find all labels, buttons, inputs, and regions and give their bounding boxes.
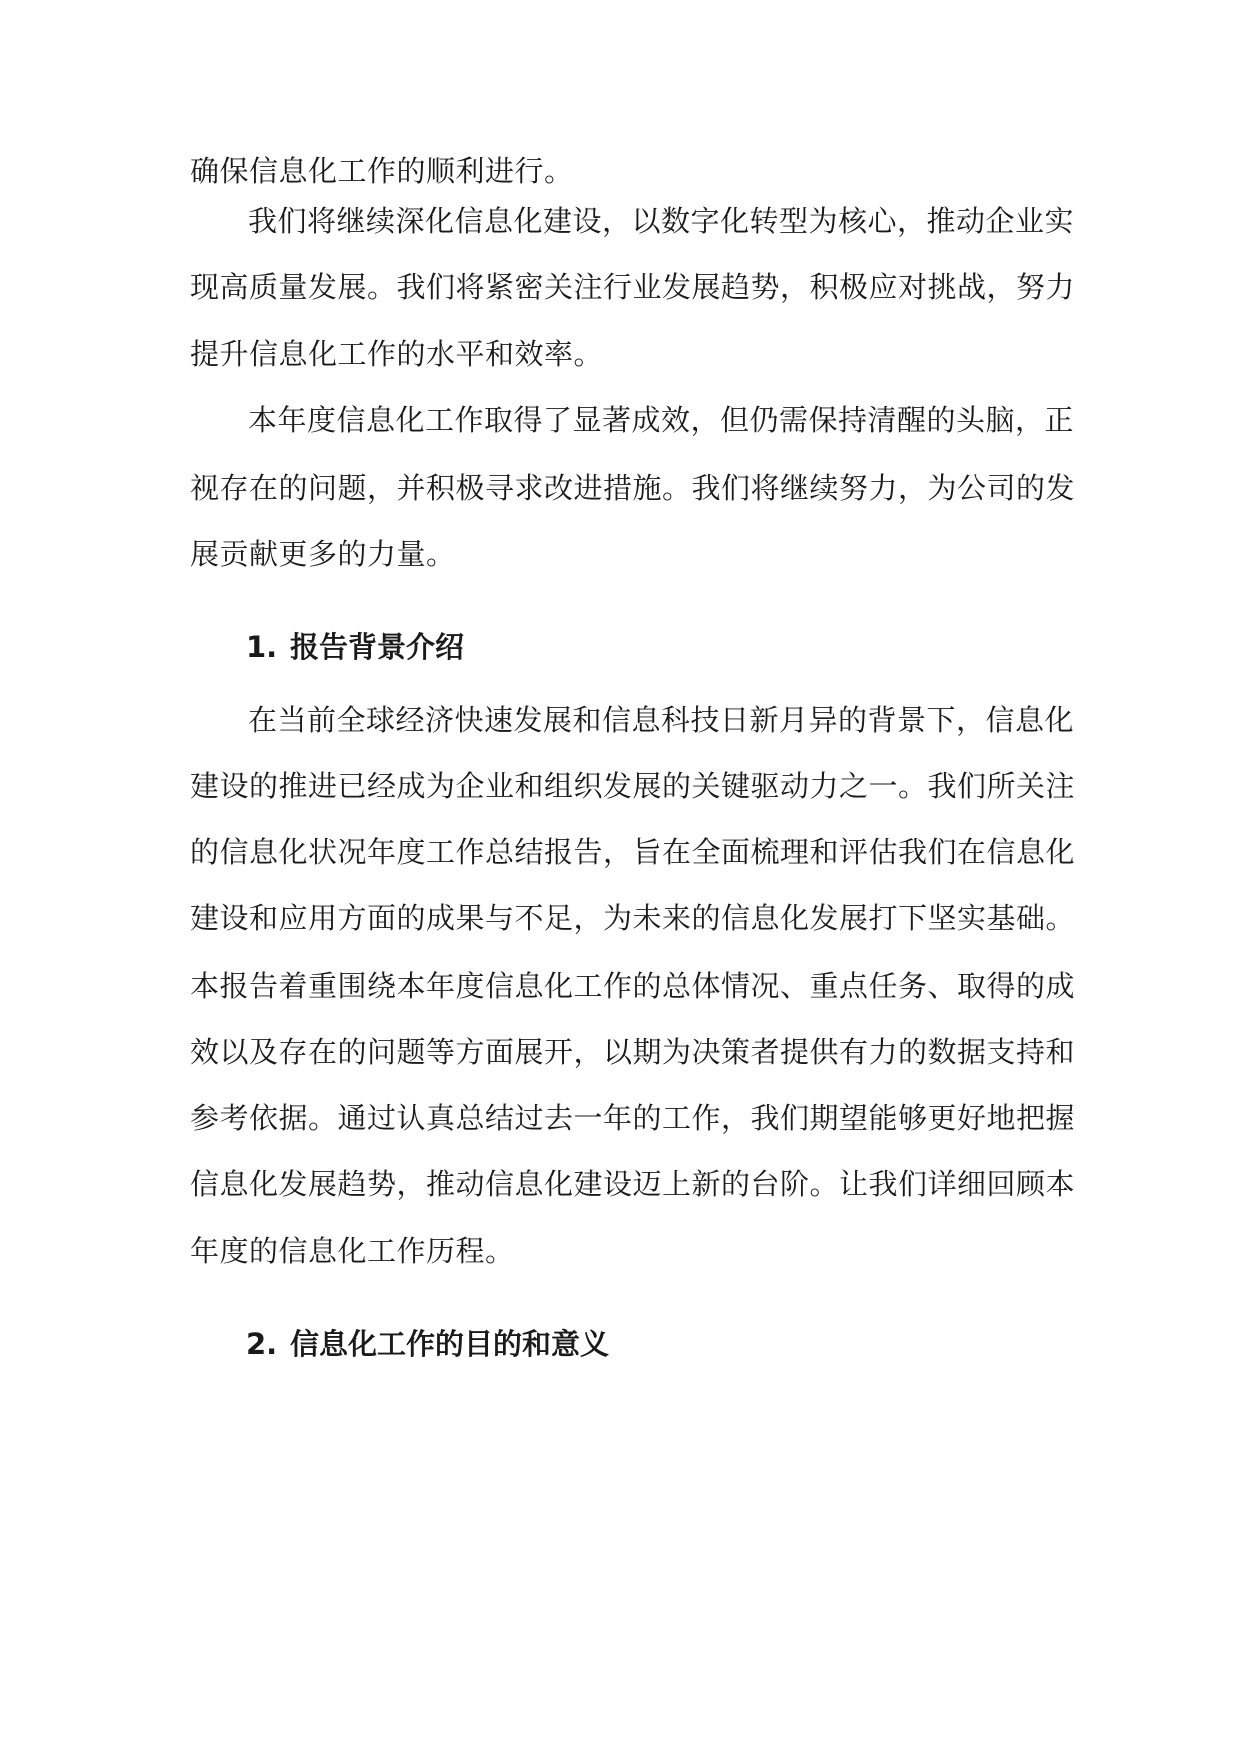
section-1-line: 效以及存在的问题等方面展开，以期为决策者提供有力的数据支持和 — [190, 1035, 1076, 1069]
paragraph-1-line: 我们将继续深化信息化建设，以数字化转型为核心，推动企业实 — [248, 204, 1075, 238]
paragraph-2-line: 视存在的问题，并积极寻求改进措施。我们将继续努力，为公司的发 — [190, 471, 1076, 505]
paragraph-2-line: 本年度信息化工作取得了显著成效，但仍需保持清醒的头脑，正 — [248, 403, 1075, 437]
section-1-line: 参考依据。通过认真总结过去一年的工作，我们期望能够更好地把握 — [190, 1101, 1076, 1135]
section-1-line: 信息化发展趋势，推动信息化建设迈上新的台阶。让我们详细回顾本 — [190, 1167, 1076, 1201]
continuation-line: 确保信息化工作的顺利进行。 — [190, 154, 574, 188]
section-1-line: 在当前全球经济快速发展和信息科技日新月异的背景下，信息化 — [248, 703, 1075, 737]
paragraph-1-line: 提升信息化工作的水平和效率。 — [190, 337, 604, 371]
section-2-title: 信息化工作的目的和意义 — [290, 1327, 610, 1361]
section-1-number: 1. — [246, 630, 278, 664]
section-2-heading — [246, 1324, 746, 1364]
section-1-line: 的信息化状况年度工作总结报告，旨在全面梳理和评估我们在信息化 — [190, 835, 1076, 869]
section-1-line: 建设的推进已经成为企业和组织发展的关键驱动力之一。我们所关注 — [190, 769, 1076, 803]
section-2-number: 2. — [246, 1327, 278, 1361]
section-1-line: 年度的信息化工作历程。 — [190, 1234, 515, 1268]
paragraph-2-line: 展贡献更多的力量。 — [190, 537, 456, 571]
paragraph-1-line: 现高质量发展。我们将紧密关注行业发展趋势，积极应对挑战，努力 — [190, 270, 1076, 304]
section-1-line: 建设和应用方面的成果与不足，为未来的信息化发展打下坚实基础。 — [190, 901, 1076, 935]
section-1-heading — [246, 627, 646, 667]
section-1-line: 本报告着重围绕本年度信息化工作的总体情况、重点任务、取得的成 — [190, 969, 1076, 1003]
section-1-title: 报告背景介绍 — [290, 630, 465, 664]
